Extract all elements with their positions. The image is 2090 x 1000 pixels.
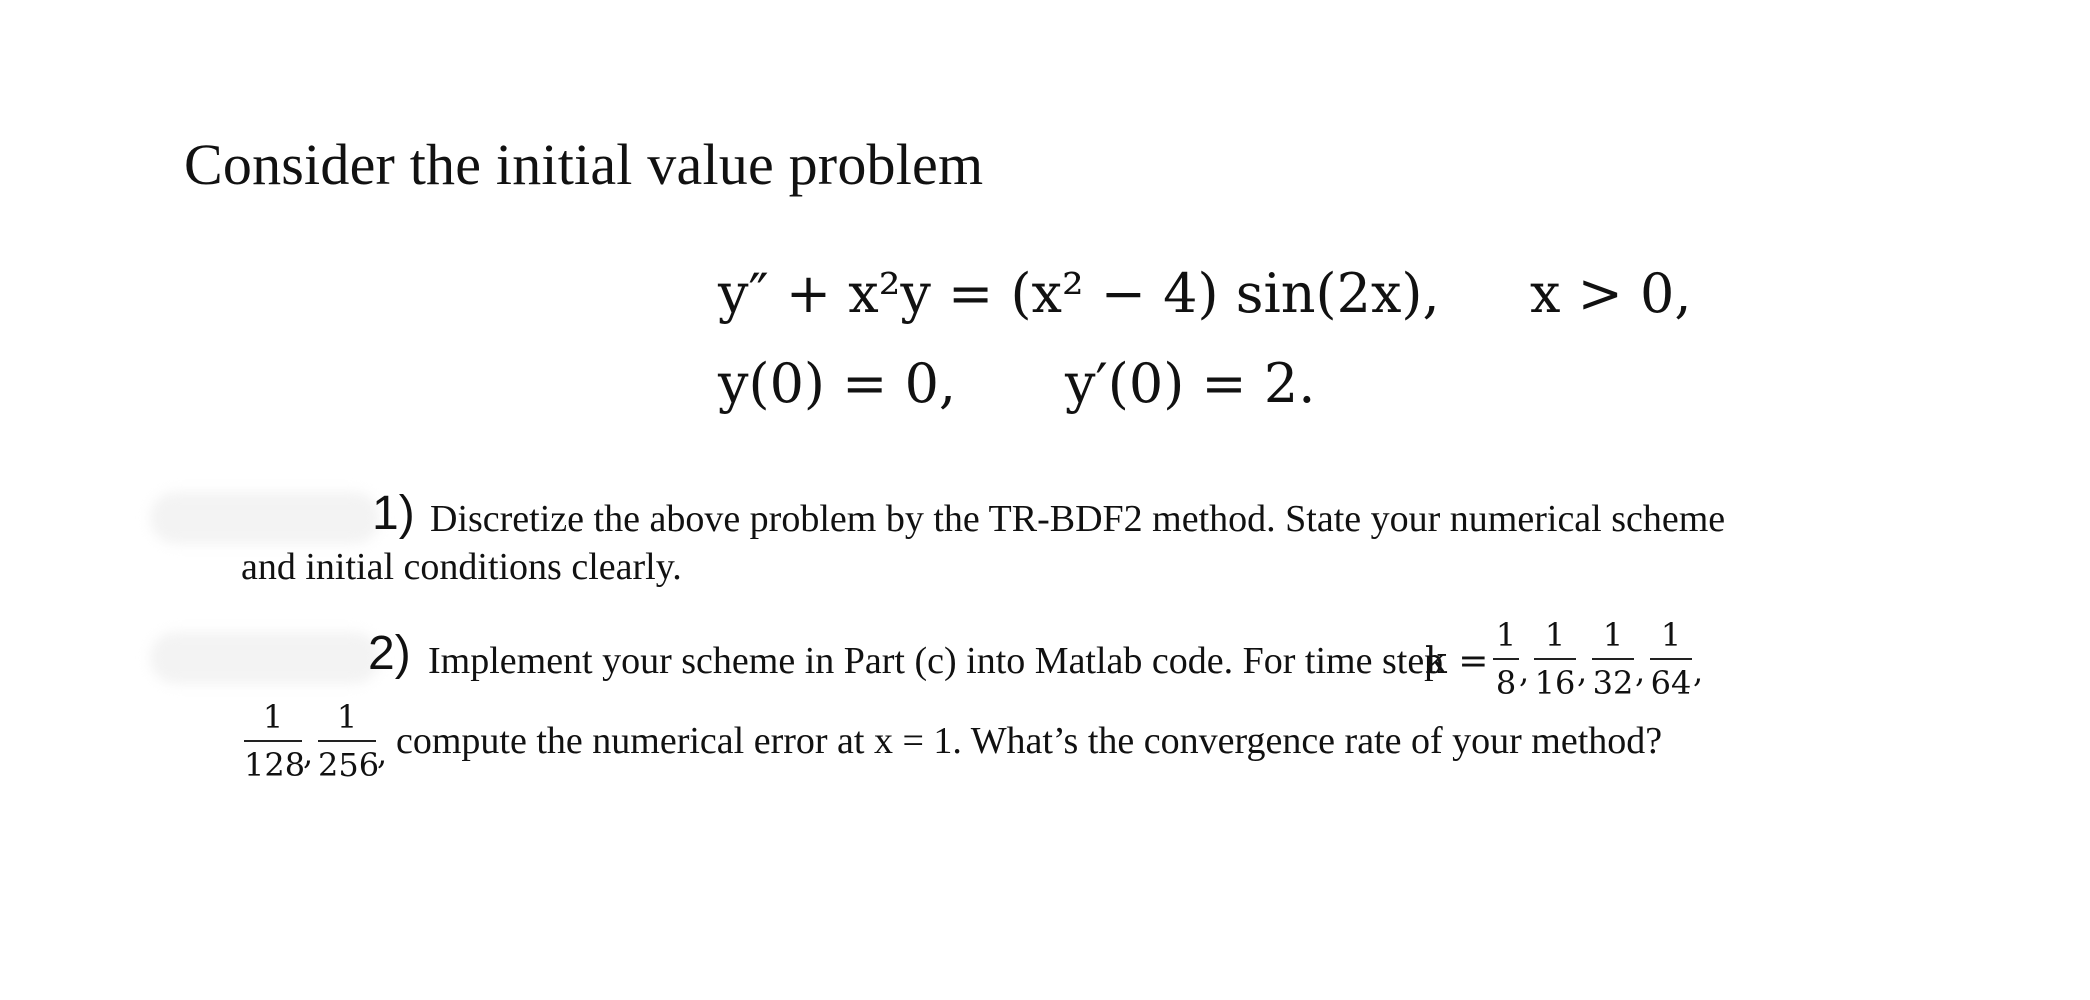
domain-condition: x > 0, [1530,262,1692,325]
question-1-label: 1) [372,487,415,540]
redaction-mark-1 [150,492,380,544]
step-fraction: 1 128 [244,698,306,784]
page-title: Consider the initial value problem [184,132,984,197]
step-fraction: 1 256 [318,698,380,784]
question-1-text-line2: and initial conditions clearly. [241,546,682,588]
step-symbol: k = [1425,641,1489,682]
initial-condition-y: y(0) = 0, [718,352,957,415]
question-1-text-line1: Discretize the above problem by the TR-BDF2 method. State your numerical scheme [430,498,1726,540]
step-fraction: 1 32 [1592,616,1634,702]
ode-equation: y″ + x²y = (x² − 4) sin(2x), [718,262,1440,325]
question-2-text-line1: Implement your scheme in Part (c) into Matlab code. For time step [428,640,1444,682]
question-2-text-line2: compute the numerical error at x = 1. What’s the convergence rate of your method? [396,720,1663,762]
step-fraction: 1 8 [1493,616,1519,702]
redaction-mark-2 [150,632,380,684]
step-fraction: 1 16 [1534,616,1576,702]
initial-condition-dy: y′(0) = 2. [1065,352,1316,415]
step-fraction: 1 64 [1650,616,1692,702]
question-2-label: 2) [368,627,411,680]
